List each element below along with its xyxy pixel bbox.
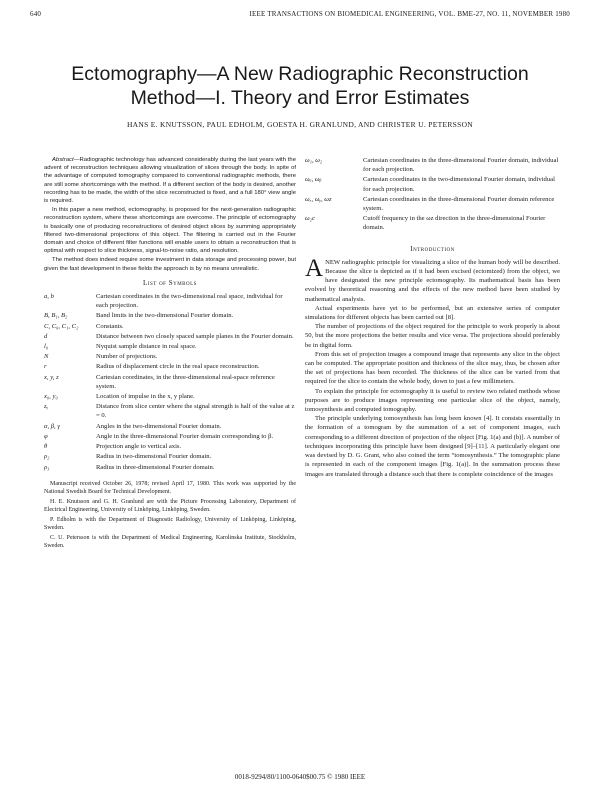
footnotes xyxy=(44,480,296,550)
symbol-row xyxy=(305,195,560,213)
right-column xyxy=(305,156,560,479)
symbol: r xyxy=(44,363,47,371)
left-column xyxy=(44,156,296,552)
symbol-def: Cartesian coordinates in the two-dimensional Fourier domain, individual for each projection. xyxy=(363,176,555,193)
symbol-row xyxy=(305,214,560,232)
symbol: φ xyxy=(44,432,48,440)
paper-title xyxy=(20,62,580,110)
symbol-def: Number of projections. xyxy=(96,353,158,361)
intro-p1 xyxy=(305,254,560,304)
abstract-p1 xyxy=(44,156,296,205)
copyright-footer: 0018-9294/80/1100-0640$00.75 © 1980 IEEE xyxy=(234,773,366,781)
intro-p1-text: NEW radiographic principle for visualizing a slice of the human body will be described. Because the slice is depicted as if it had been excised (ectomized) from the object, we have designated the new principle ectomography. Its mathematical basis has been evolved by theoretical reasoning and the effects of the new method have been studied by mathematical analysis. xyxy=(305,258,560,303)
introduction-body xyxy=(305,254,560,479)
intro-p2: Actual experiments have yet to be performed, but an extensive series of computer simulations for different objects has been carried out [8]. xyxy=(305,304,560,322)
symbol: ρ₂ xyxy=(44,453,50,461)
symbol-def: Nyquist sample distance in real space. xyxy=(96,343,197,351)
symbol-row xyxy=(44,342,296,351)
symbol-row xyxy=(44,432,296,441)
symbol: x, y, z xyxy=(44,373,59,381)
symbol: zᵧ xyxy=(44,403,49,411)
abstract-p1-text: —Radiographic technology has advanced considerably during the last years with the advent of reconstruction techniques allowing visualization of slices through the body. In spite of the advantage of computed tomography compared to conventional radiographic methods, there are still some shortcomings with the method. If a different section of the body is desired, another recording has to be made, the width of the slice reconstructed is fixed, and a full 180° view angle is required. xyxy=(44,157,296,205)
symbol: ω₁, ω₂ xyxy=(305,157,323,164)
symbol-row xyxy=(44,362,296,371)
symbol: θ xyxy=(44,443,48,451)
symbol-row xyxy=(44,352,296,361)
symbol: ρ₃ xyxy=(44,463,50,471)
symbol-def: Distance from slice center where the signal strength is half of the value at z = 0. xyxy=(96,403,295,420)
abstract xyxy=(44,156,296,273)
symbol-row xyxy=(44,373,296,391)
symbol-def: Angles in the two-dimensional Fourier domain. xyxy=(96,422,222,430)
symbol-row xyxy=(305,156,560,174)
abstract-p3: The method does indeed require some investment in data storage and processing power, but given the fast development in these fields the approach is by no means unrealistic. xyxy=(44,257,296,272)
symbol-row xyxy=(44,332,296,341)
running-header xyxy=(30,10,570,20)
symbol-row xyxy=(44,292,296,310)
symbol-def: Distance between two closely spaced sample planes in the Fourier domain. xyxy=(96,332,294,340)
symbol: ω₂c xyxy=(305,215,315,223)
symbols-heading: List of Symbols xyxy=(143,278,197,287)
footnote-affiliation-2: P. Edholm is with the Department of Diagnostic Radiology, University of Linköping, Linköping, Sweden. xyxy=(44,516,296,531)
journal-header: IEEE TRANSACTIONS ON BIOMEDICAL ENGINEERING, VOL. BME-27, NO. 11, NOVEMBER 1980 xyxy=(249,10,570,18)
authors: HANS E. KNUTSSON, PAUL EDHOLM, GOESTA H. GRANLUND, AND CHRISTER U. PETERSSON xyxy=(126,120,474,129)
symbol: d xyxy=(44,332,48,340)
symbol: B, B₁, B₂ xyxy=(44,312,68,320)
symbols-list-right xyxy=(305,156,560,233)
intro-p5: To explain the principle for ectomography it is useful to review two related methods whose purposes are to produce images representing one particular slice of the object, namely, tomosynthesis and computed tomography. xyxy=(305,387,560,414)
symbol-def: Cartesian coordinates, in the three-dimensional real-space reference system. xyxy=(96,373,275,390)
symbol: a, b xyxy=(44,293,54,301)
abstract-label: Abstract xyxy=(52,157,74,163)
symbol-def: Constants. xyxy=(96,322,124,330)
symbol-def: Radius of displacement circle in the real space reconstruction. xyxy=(96,363,260,371)
symbol: l₀ xyxy=(44,343,49,351)
symbol-row xyxy=(44,402,296,420)
intro-p3: The number of projections of the object required for the principle to work properly is about 50, but the more projections the better results and vice versa. The projections should preferably be in digital form. xyxy=(305,323,560,349)
symbol-def: Angle in the three-dimensional Fourier domain corresponding to β. xyxy=(96,432,274,440)
title-line-1: Ectomography—A New Radiographic Reconstruction xyxy=(71,63,529,85)
symbol-def: Cartesian coordinates in the three-dimensional Fourier domain reference system. xyxy=(363,195,555,213)
symbol: N xyxy=(44,353,49,361)
page-number: 640 xyxy=(30,10,42,18)
symbol: ωₓ, ωᵧ, ωz xyxy=(305,195,332,203)
symbol-def: Location of impulse in the x, y plane. xyxy=(96,393,195,401)
symbol: ωₐ, ωᵦ xyxy=(305,176,322,184)
symbol: α, β, γ xyxy=(44,422,60,430)
introduction-heading: Introduction xyxy=(410,244,455,253)
symbol-row xyxy=(305,175,560,193)
symbol: C, C₀, C₁, C₂ xyxy=(44,322,79,330)
symbol-row xyxy=(44,322,296,331)
symbol-def: Radius in three-dimensional Fourier domain. xyxy=(96,463,215,471)
intro-p4: From this set of projection images a compound image that represents any slice in the object can be computed. The appropriate position and thickness of the slice may, thus, be chosen after the set of projections has been recorded. The thickness of the slice can be varied from that required for the slice to contain the whole body, down to just a few millimeters. xyxy=(305,350,560,386)
symbol-row xyxy=(44,392,296,401)
symbol-def: Cartesian coordinates in the two-dimensional real space, individual for each projection. xyxy=(96,293,283,310)
symbol-def: Band limits in the two-dimensional Fourier domain. xyxy=(96,312,234,320)
footnote-received: Manuscript received October 26, 1978; revised April 17, 1980. This work was supported by the National Swedish Board for Technical Development. xyxy=(44,480,296,495)
drop-cap: A xyxy=(305,254,324,282)
symbol-def: Cartesian coordinates in the three-dimensional Fourier domain, individual for each projection. xyxy=(363,157,559,174)
symbol-row xyxy=(44,311,296,320)
symbol-row xyxy=(44,422,296,431)
symbol-def: Cutoff frequency in the ωz direction in the three-dimensional Fourier domain. xyxy=(363,215,546,232)
symbols-list-left xyxy=(44,292,296,472)
footnote-affiliation-1: H. E. Knutsson and G. H. Granlund are with the Picture Processing Laboratory, Department of Electrical Engineering, University of Linköping, Linköping, Sweden. xyxy=(44,498,296,513)
symbol: x₀, y₀ xyxy=(44,393,58,401)
title-line-2: Method—I. Theory and Error Estimates xyxy=(130,87,470,109)
abstract-p2: In this paper a new method, ectomography, is proposed for the next-generation radiographic reconstruction system, where these shortcomings are overcome. The principle of ectomography is basically one of producing reconstructions of desired object slices by summing appropriately filtered two-dimensional projections of this object. The filtering is carried out in the Fourier domain and choice of different filter functions will enable users to obtain a reconstruction that is optimal with respect to slice thickness, signal-to-noise ratio, and resolution. xyxy=(44,207,296,255)
symbol-def: Projection angle to vertical axis. xyxy=(96,443,182,451)
footnote-affiliation-3: C. U. Petersson is with the Department of Medical Engineering, Karolinska Institute, Stockholm, Sweden. xyxy=(44,534,296,549)
symbol-row xyxy=(44,463,296,472)
symbol-row xyxy=(44,442,296,451)
symbol-def: Radius in two-dimensional Fourier domain. xyxy=(96,453,212,461)
symbol-row xyxy=(44,452,296,461)
intro-p6: The principle underlying tomosynthesis has long been known [4]. It consists essentially in the formation of a tomogram by the summation of a set of component images, each corresponding to a different direction of projection of the object [Fig. 1(a) and (b)]. A number of techniques incorporating this principle have been designed [9]–[11]. A particularly elegant one was devised by D. G. Grant, who also coined the term “tomosynthesis.” The tomographic plane is represented in each of the component images [Fig. 1(a)]. In the summation process these images are translated through a distance such that there is complete coincidence of the images xyxy=(305,415,560,478)
